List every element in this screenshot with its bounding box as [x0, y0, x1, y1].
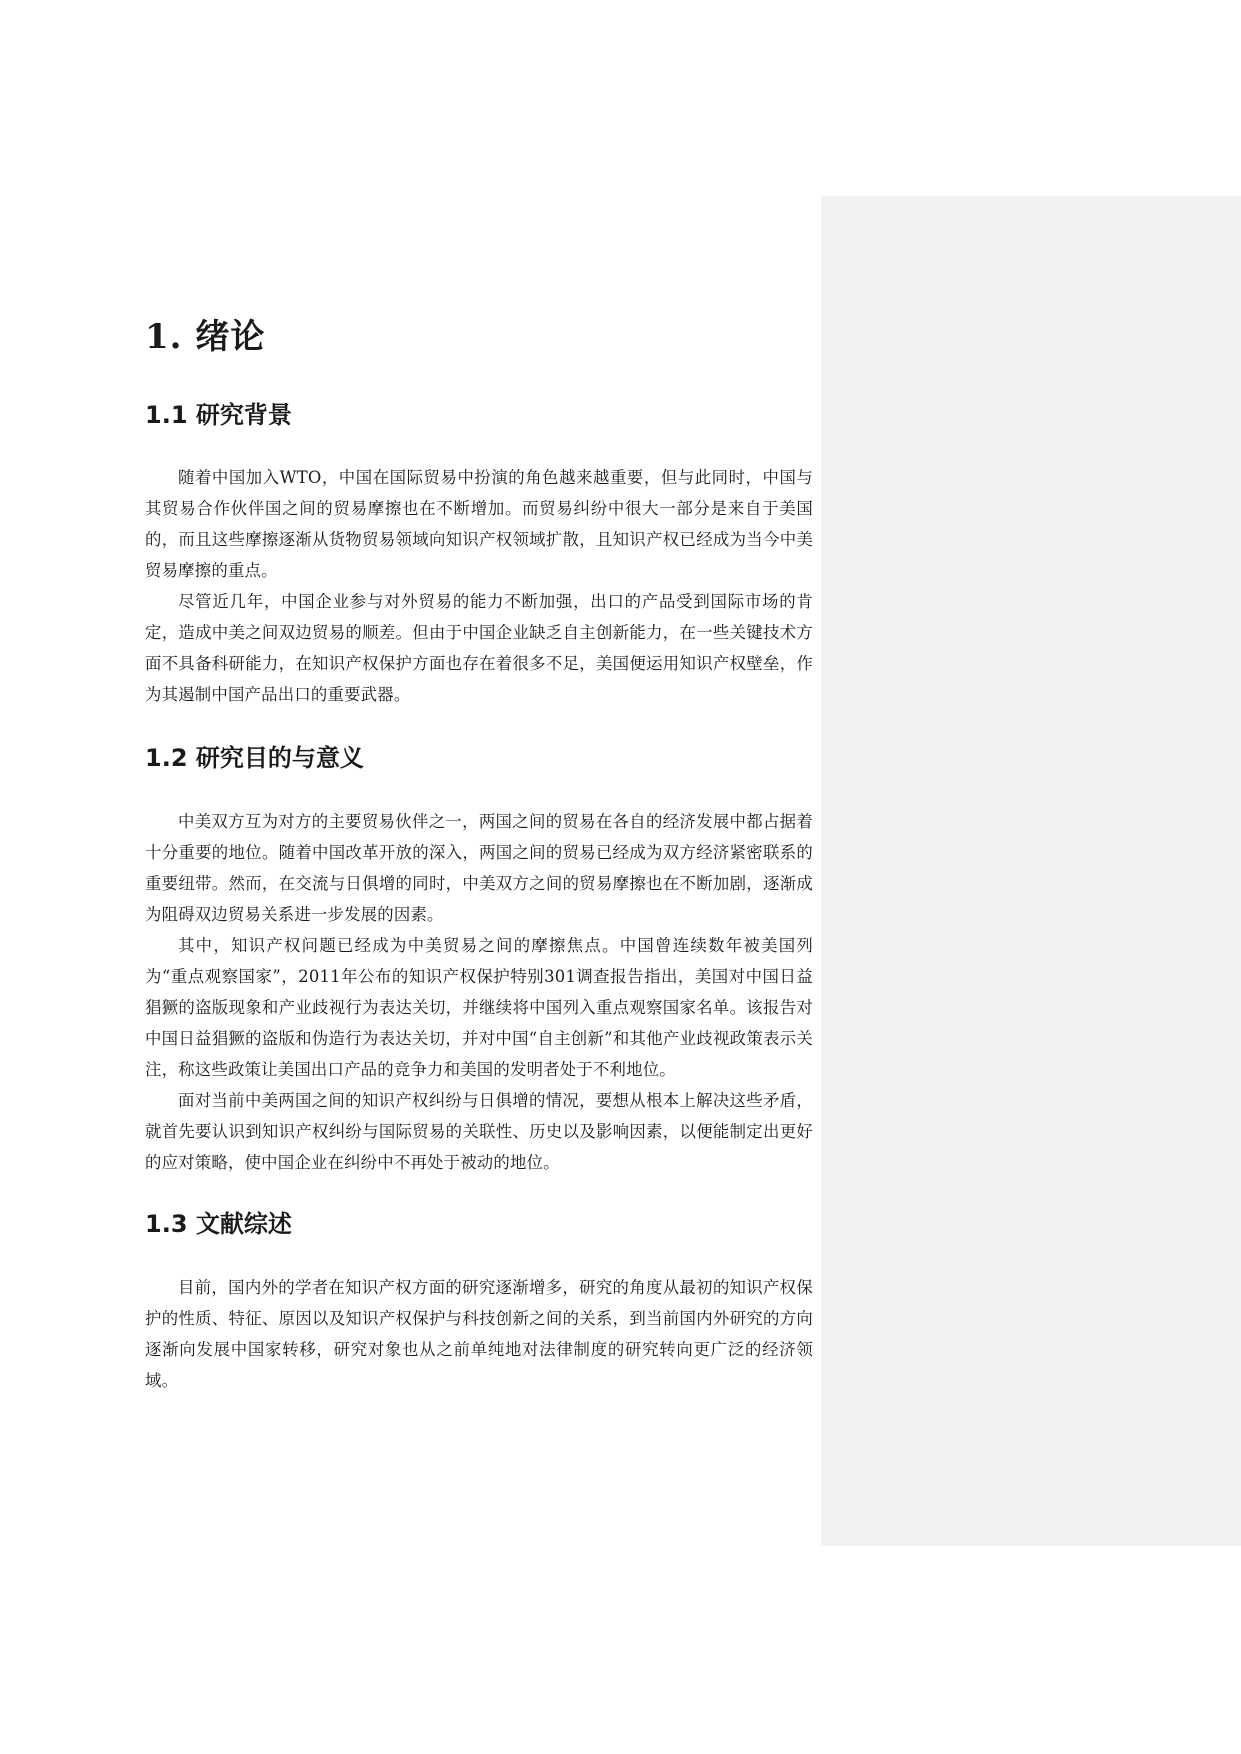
comment-pane	[821, 196, 1241, 1546]
section-title-1-3: 1.3 文献综述	[145, 1210, 292, 1238]
paragraph: 其中，知识产权问题已经成为中美贸易之间的摩擦焦点。中国曾连续数年被美国列为“重点观察国家”，2011年公布的知识产权保护特别301调查报告指出，美国对中国日益猖獗的盗版现象和产业歧视行为表达关切，并继续将中国列入重点观察国家名单。该报告对中国日益猖獗的盗版和伪造行为表达关切，并对中国“自主创新”和其他产业歧视政策表示关注，称这些政策让美国出口产品的竞争力和美国的发明者处于不利地位。	[145, 936, 813, 1079]
section-title-1-2: 1.2 研究目的与意义	[145, 744, 364, 772]
paragraph: 目前，国内外的学者在知识产权方面的研究逐渐增多，研究的角度从最初的知识产权保护的性质、特征、原因以及知识产权保护与科技创新之间的关系，到当前国内外研究的方向逐渐向发展中国家转移，研究对象也从之前单纯地对法律制度的研究转向更广泛的经济领域。	[145, 1278, 813, 1390]
paragraph: 尽管近几年，中国企业参与对外贸易的能力不断加强，出口的产品受到国际市场的肯定，造成中美之间双边贸易的顺差。但由于中国企业缺乏自主创新能力，在一些关键技术方面不具备科研能力，在知识产权保护方面也存在着很多不足，美国便运用知识产权壁垒，作为其遏制中国产品出口的重要武器。	[145, 592, 813, 704]
paragraph: 中美双方互为对方的主要贸易伙伴之一，两国之间的贸易在各自的经济发展中都占据着十分重要的地位。随着中国改革开放的深入，两国之间的贸易已经成为双方经济紧密联系的重要纽带。然而，在交流与日俱增的同时，中美双方之间的贸易摩擦也在不断加剧，逐渐成为阻碍双边贸易关系进一步发展的因素。	[145, 812, 813, 924]
section-body-1-2	[145, 806, 813, 1178]
paragraph: 面对当前中美两国之间的知识产权纠纷与日俱增的情况，要想从根本上解决这些矛盾，就首先要认识到知识产权纠纷与国际贸易的关联性、历史以及影响因素，以便能制定出更好的应对策略，使中国企业在纠纷中不再处于被动的地位。	[145, 1091, 813, 1172]
chapter-title: 1. 绪论	[145, 317, 266, 357]
section-body-1-3	[145, 1272, 813, 1396]
section-title-1-1: 1.1 研究背景	[145, 401, 292, 429]
section-body-1-1	[145, 462, 813, 710]
paragraph: 随着中国加入WTO，中国在国际贸易中扮演的角色越来越重要，但与此同时，中国与其贸易合作伙伴国之间的贸易摩擦也在不断增加。而贸易纠纷中很大一部分是来自于美国的，而且这些摩擦逐渐从货物贸易领域向知识产权领域扩散，且知识产权已经成为当今中美贸易摩擦的重点。	[145, 468, 813, 580]
